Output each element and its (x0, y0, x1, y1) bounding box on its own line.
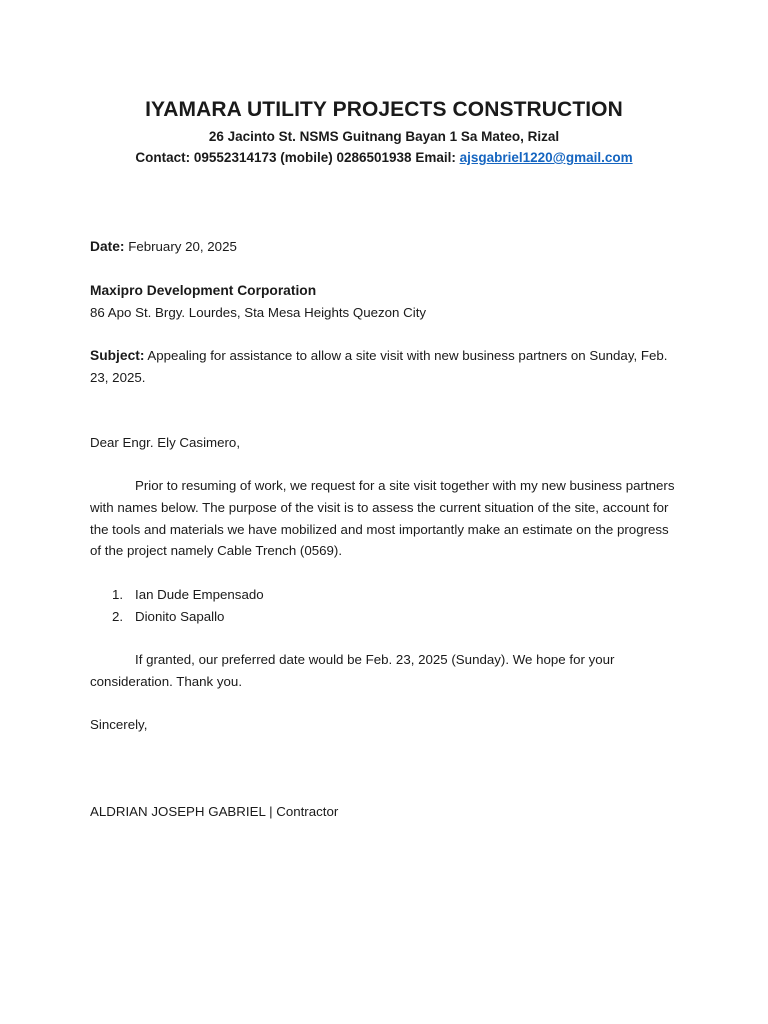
letterhead (0, 94, 768, 168)
date-value: February 20, 2025 (124, 239, 237, 254)
list-item (90, 584, 680, 606)
recipient-address: 86 Apo St. Brgy. Lourdes, Sta Mesa Heights Quezon City (90, 304, 427, 320)
recipient-company: Maxipro Development Corporation (90, 283, 317, 298)
date-line (90, 236, 680, 258)
recipient-block (90, 280, 680, 324)
body-paragraph-1 (90, 475, 680, 562)
subject-label: Subject: (90, 348, 145, 363)
closing-text: Sincerely, (90, 717, 148, 732)
list-item-name: Ian Dude Empensado (135, 587, 264, 602)
list-item (90, 606, 680, 628)
contact-text: Contact: 09552314173 (mobile) 0286501938 Email: (135, 150, 460, 165)
subject-text: Appealing for assistance to allow a site visit with new business partners on Sunday, Feb. 23, 2025. (90, 348, 668, 385)
salutation-text: Dear Engr. Ely Casimero, (90, 435, 241, 450)
list-item-name: Dionito Sapallo (135, 608, 225, 624)
paragraph-1-text: Prior to resuming of work, we request for a site visit together with my new business partners with names below. The purpose of the visit is to assess the current situation of the site, account for the tools and materials we have mobilized and most importantly make an estimate on the progress of the project namely Cable Trench (0569). (90, 478, 675, 559)
signature-block (90, 801, 680, 823)
body-paragraph-2 (90, 649, 680, 693)
partner-list (90, 584, 680, 628)
company-contact (0, 147, 768, 168)
paragraph-2-text: If granted, our preferred date would be Feb. 23, 2025 (Sunday). We hope for your consideration. Thank you. (90, 652, 615, 689)
date-label: Date: (90, 239, 125, 254)
signature-text: ALDRIAN JOSEPH GABRIEL | Contractor (90, 804, 339, 819)
salutation (90, 432, 680, 454)
email-link[interactable]: ajsgabriel1220@gmail.com (459, 150, 633, 165)
subject-block (90, 345, 680, 389)
company-name: IYAMARA UTILITY PROJECTS CONSTRUCTION (145, 98, 623, 121)
list-item-number: 2. (112, 608, 124, 624)
company-address: 26 Jacinto St. NSMS Guitnang Bayan 1 Sa Mateo, Rizal (208, 129, 560, 144)
closing (90, 714, 680, 736)
list-item-number: 1. (112, 587, 124, 602)
